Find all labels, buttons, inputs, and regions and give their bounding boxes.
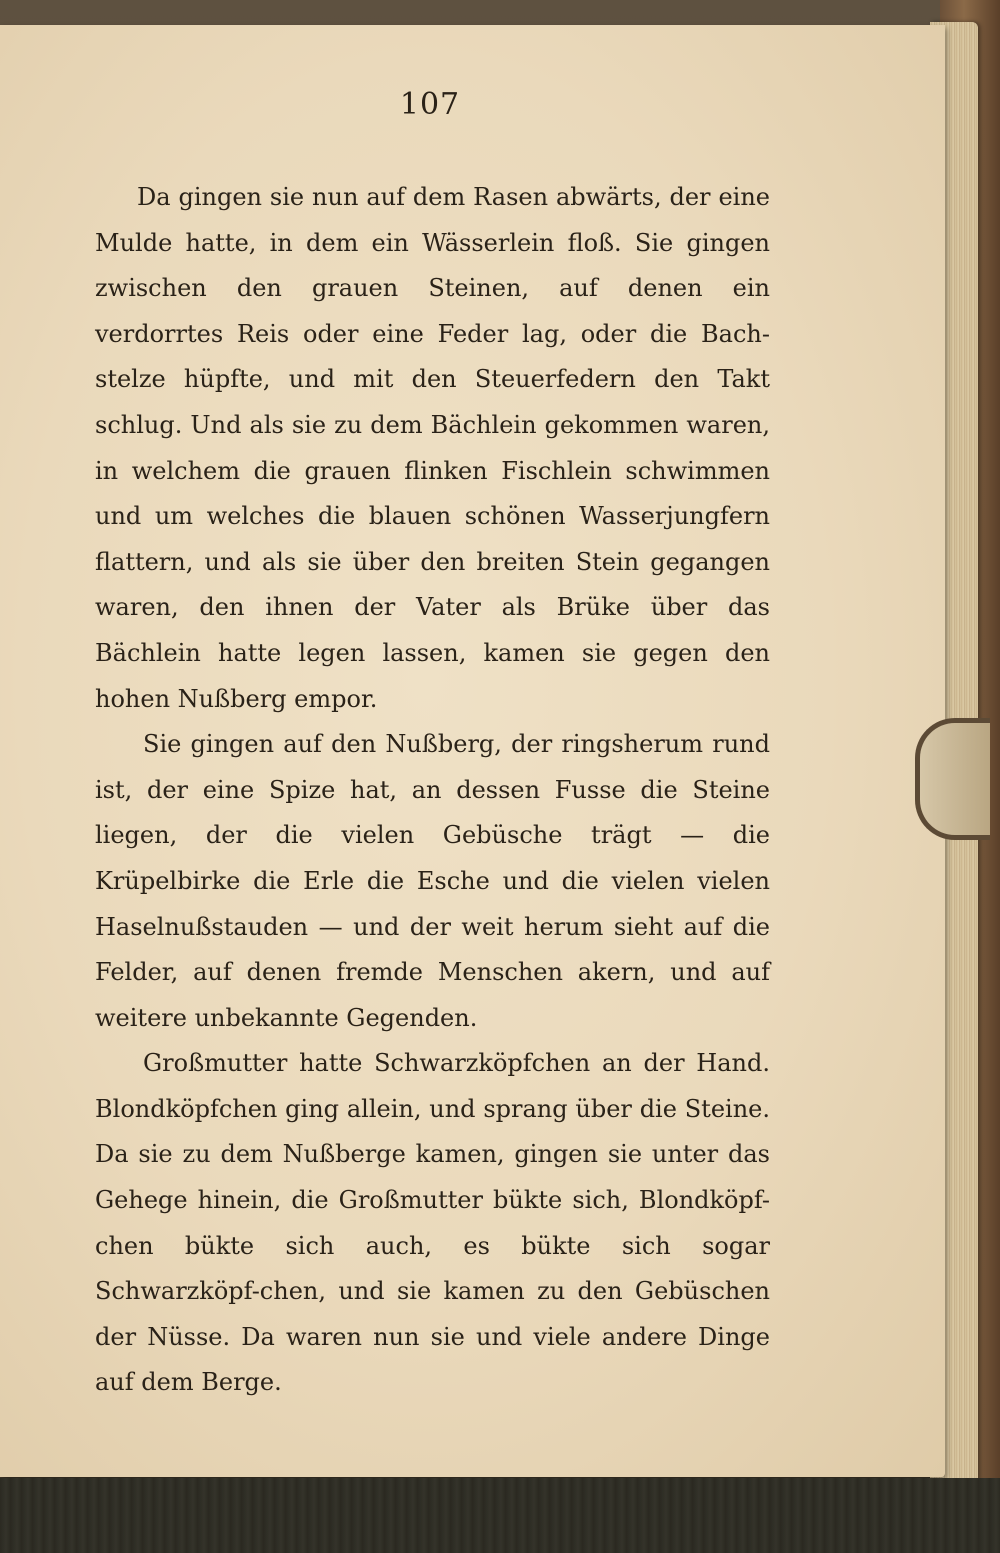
paragraph: Sie gingen auf den Nußberg, der ringsherum rund ist, der eine Spize hat, an dessen Fusse die Steine liegen, der die vielen Gebüsche trägt — die Krüpelbirke die Erle die Esche und die vielen vielen Haselnußstauden — und der weit herum sieht auf die Felder, auf denen fremde Menschen akern, und auf weitere unbekannte Gegenden. xyxy=(95,730,770,1032)
paragraph: Da gingen sie nun auf dem Rasen abwärts, der eine Mulde hatte, in dem ein Wässerlein floß. Sie gingen zwischen den grauen Steinen, auf denen ein verdorrtes Reis oder eine Feder lag, oder die Bach-stelze hüpfte, und mit den Steuerfedern den Takt schlug. Und als sie zu dem Bächlein gekommen waren, in welchem die grauen flinken Fischlein schwimmen und um welches die blauen schönen Wasserjungfern flattern, und als sie über den breiten Stein gegangen waren, den ihnen der Vater als Brüke über das Bächlein hatte legen lassen, kamen sie gegen den hohen Nußberg empor. xyxy=(95,183,770,713)
bookmark-clip xyxy=(915,718,990,840)
body-text xyxy=(95,175,770,1406)
page-number: 107 xyxy=(399,87,461,122)
background-surface xyxy=(0,1478,1000,1553)
paragraph: Großmutter hatte Schwarzköpfchen an der Hand. Blondköpfchen ging allein, und sprang über die Steine. Da sie zu dem Nußberge kamen, gingen sie unter das Gehege hinein, die Großmutter bükte sich, Blondköpf-chen bükte sich auch, es bükte sich sogar Schwarzköpf-chen, und sie kamen zu den Gebüschen der Nüsse. Da waren nun sie und viele andere Dinge auf dem Berge. xyxy=(95,1049,770,1397)
book-page xyxy=(0,25,945,1477)
